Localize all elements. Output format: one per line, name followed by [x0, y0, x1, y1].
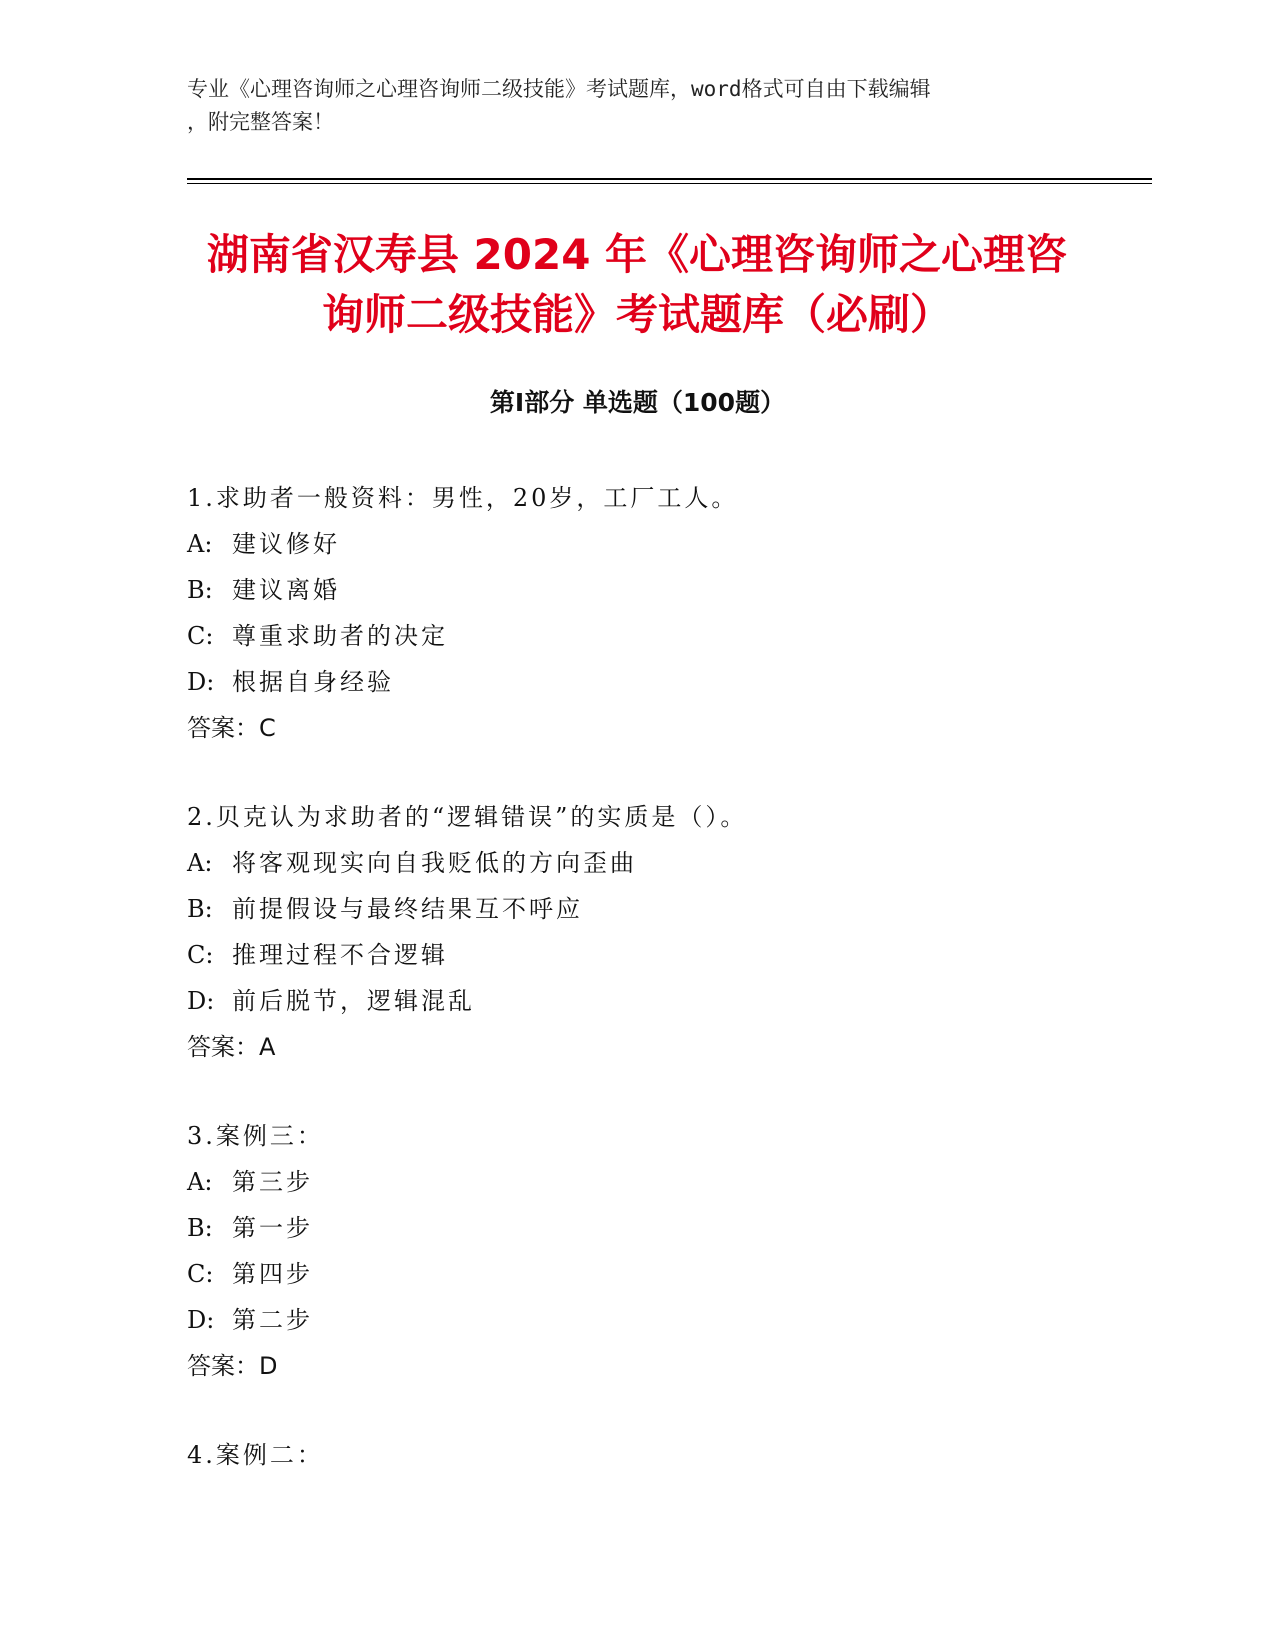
option-c: [187, 613, 1087, 659]
option-text: 第一步: [232, 1214, 313, 1242]
question-2: [187, 794, 1087, 1070]
header-note-line-2: ，附完整答案！: [187, 110, 334, 134]
question-1: [187, 475, 1087, 751]
option-text: 第四步: [232, 1260, 313, 1288]
document-title: [187, 225, 1087, 345]
option-letter: D:: [187, 987, 215, 1015]
question-stem: 3.案例三：: [187, 1122, 324, 1150]
question-stem: 2.贝克认为求助者的“逻辑错误”的实质是（）。: [187, 803, 748, 831]
answer-line: 答案：D: [187, 1352, 278, 1380]
option-text: 推理过程不合逻辑: [232, 941, 448, 969]
option-c: [187, 932, 1087, 978]
option-text: 前提假设与最终结果互不呼应: [232, 895, 583, 923]
option-c: [187, 1251, 1087, 1297]
header-note: [187, 73, 1087, 139]
option-text: 建议修好: [232, 530, 340, 558]
header-divider-thick: [187, 178, 1152, 180]
option-letter: D:: [187, 1306, 215, 1334]
option-d: [187, 978, 1087, 1024]
option-text: 根据自身经验: [232, 668, 394, 696]
question-stem: 1.求助者一般资料：男性，20岁，工厂工人。: [187, 484, 739, 512]
option-d: [187, 1297, 1087, 1343]
option-text: 尊重求助者的决定: [232, 622, 448, 650]
option-letter: A:: [187, 530, 213, 558]
question-list: [187, 475, 1087, 1521]
option-a: [187, 840, 1087, 886]
question-4: [187, 1432, 1087, 1478]
answer-line: 答案：A: [187, 1033, 276, 1061]
header-note-line-1: 专业《心理咨询师之心理咨询师二级技能》考试题库，word格式可自由下载编辑: [187, 77, 931, 101]
option-text: 前后脱节，逻辑混乱: [232, 987, 475, 1015]
document-title-line-2: 询师二级技能》考试题库（必刷）: [321, 290, 952, 339]
option-letter: B:: [187, 1214, 213, 1242]
option-letter: C:: [187, 622, 214, 650]
option-letter: B:: [187, 895, 213, 923]
header-divider-thin: [187, 183, 1152, 184]
option-text: 第二步: [232, 1306, 313, 1334]
option-text: 将客观现实向自我贬低的方向歪曲: [232, 849, 637, 877]
option-letter: A:: [187, 1168, 213, 1196]
question-3: [187, 1113, 1087, 1389]
option-text: 第三步: [232, 1168, 313, 1196]
document-title-line-1: 湖南省汉寿县 2024 年《心理咨询师之心理咨: [206, 230, 1068, 279]
option-a: [187, 1159, 1087, 1205]
option-letter: C:: [187, 941, 214, 969]
option-text: 建议离婚: [232, 576, 340, 604]
option-b: [187, 567, 1087, 613]
section-title: 第Ⅰ部分 单选题（100题）: [489, 388, 786, 417]
option-d: [187, 659, 1087, 705]
option-letter: A:: [187, 849, 213, 877]
option-letter: B:: [187, 576, 213, 604]
option-b: [187, 1205, 1087, 1251]
option-a: [187, 521, 1087, 567]
option-letter: C:: [187, 1260, 214, 1288]
answer-line: 答案：C: [187, 714, 276, 742]
question-stem: 4.案例二：: [187, 1441, 324, 1469]
option-letter: D:: [187, 668, 215, 696]
option-b: [187, 886, 1087, 932]
